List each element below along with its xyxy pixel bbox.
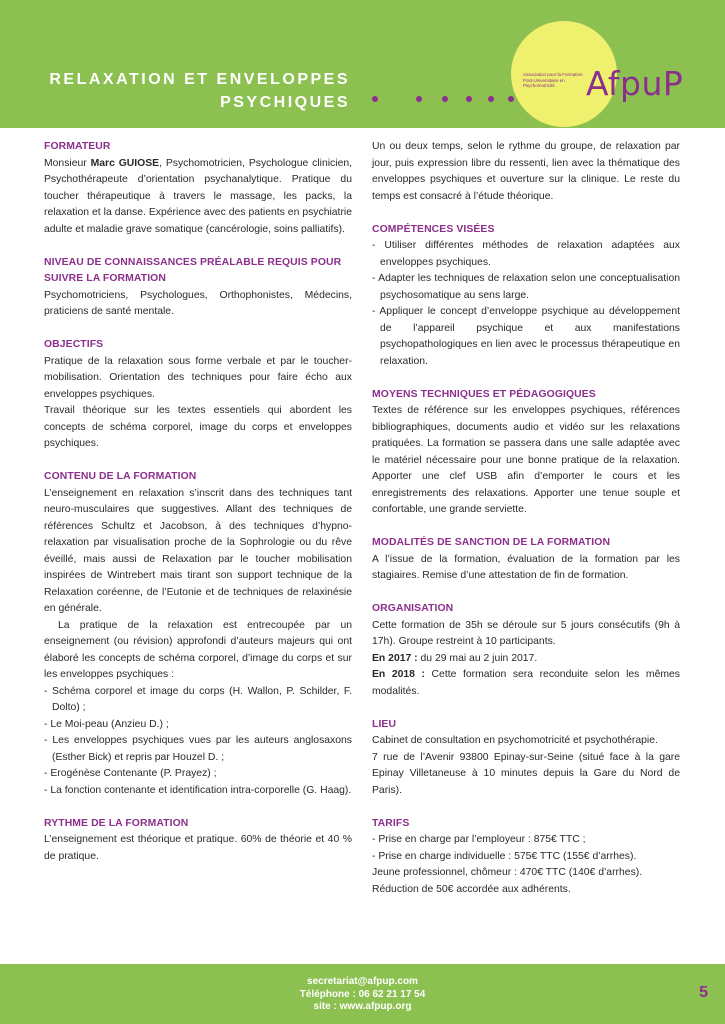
tarif-line: Réduction de 50€ accordée aux adhérents. xyxy=(372,883,571,895)
heading-organisation: ORGANISATION xyxy=(372,603,454,614)
section-rythme-suite xyxy=(372,139,680,205)
left-column xyxy=(44,139,352,882)
heading-rythme: RYTHME DE LA FORMATION xyxy=(44,817,189,829)
objectifs-text-2: Travail théorique sur les textes essentiels qui abordent les concepts de schéma corporel, image du corps et enveloppes psychiques. xyxy=(44,405,352,449)
tarif-line: - Prise en charge individuelle : 575€ TTC (155€ d’arrhes). xyxy=(372,850,637,862)
list-item: - Les enveloppes psychiques vues par les auteurs anglosaxons (Esther Bick) et repris par Houzel D. ; xyxy=(44,735,352,763)
heading-niveau: NIVEAU DE CONNAISSANCES PRÉALABLE REQUIS POUR SUIVRE LA FORMATION xyxy=(44,256,342,284)
list-item: - Le Moi-peau (Anzieu D.) ; xyxy=(44,718,169,730)
list-item: - Utiliser différentes méthodes de relaxation adaptées aux enveloppes psychiques. xyxy=(372,240,680,268)
list-item: - Schéma corporel et image du corps (H. Wallon, P. Schilder, F. Dolto) ; xyxy=(44,685,352,713)
moyens-text: Textes de référence sur les enveloppes psychiques, références bibliographiques, documents audio et vidéo sur les relaxations pratiquées. La formation se passera dans une salle adaptée avec le matériel nécessaire pour une bonne pratique de la relaxation. Apporter une clef USB afin d’emporter le cours et les enregistrements des relaxations. Apporter une tenue souple et confortable, une grande serviette. xyxy=(372,405,680,515)
heading-lieu: LIEU xyxy=(372,718,397,730)
list-item: - Erogénèse Contenante (P. Prayez) ; xyxy=(44,768,217,779)
section-tarifs xyxy=(372,816,680,899)
sanction-text: A l’issue de la formation, évaluation de la formation par les stagiaires. Remise d’une attestation de fin de formation. xyxy=(372,553,680,581)
section-organisation xyxy=(372,601,680,700)
website-link[interactable]: site : www.afpup.org xyxy=(313,1001,412,1012)
page-number: 5 xyxy=(699,984,708,1001)
afpup-logo: AfpuP xyxy=(586,64,684,103)
objectifs-text-1: Pratique de la relaxation sous forme verbale et par le toucher-mobilisation. Orientation des techniques pour faire écho aux enveloppes psychiques. xyxy=(44,355,352,400)
formateur-text: Monsieur Marc GUIOSE, Psychomotricien, Psychologue clinicien, Psychothérapeute d’orientation psychanalytique. Pratique du toucher thérapeutique à travers le massage, les packs, la relaxation et la danse. Expérience avec des patients en psychiatrie adulte et maladie grave somatique (cancérologie, soins palliatifs). xyxy=(44,157,353,235)
footer-band xyxy=(0,964,725,1024)
section-sanction xyxy=(372,535,680,585)
contenu-text-2: La pratique de la relaxation est entrecoupée par un enseignement (ou révision) approfondi d’auteurs majeurs qui ont élaboré les concepts de schéma corporel, d’image du corps et sur les enveloppes psychiques : xyxy=(44,619,352,680)
organisation-2017: En 2017 : du 29 mai au 2 juin 2017. xyxy=(372,652,538,664)
heading-objectifs: OBJECTIFS xyxy=(44,339,104,350)
heading-formateur: FORMATEUR xyxy=(44,141,111,152)
lieu-text-1: Cabinet de consultation en psychomotricité et psychothérapie. xyxy=(372,735,658,746)
email-link[interactable]: secretariat@afpup.com xyxy=(307,976,418,987)
title-line-2: PSYCHIQUES xyxy=(220,94,350,111)
trainer-name: Marc GUIOSE xyxy=(90,157,160,169)
list-item: - Adapter les techniques de relaxation selon une conceptualisation psychosomatique au sens large. xyxy=(372,273,680,301)
organisation-text: Cette formation de 35h se déroule sur 5 jours consécutifs (9h à 17h). Groupe restreint à 10 participants. xyxy=(372,619,680,647)
list-item: - La fonction contenante et identification intra-corporelle (G. Haag). xyxy=(44,784,352,796)
rythme-suite-text: Un ou deux temps, selon le rythme du groupe, de relaxation par jour, puis expression libre du ressenti, lien avec la thématique des enveloppes psychiques et ouverture sur la clinique. Le reste du temps est consacré à l’étude théorique. xyxy=(372,141,680,202)
section-rythme xyxy=(44,816,352,866)
section-moyens xyxy=(372,387,680,519)
phone-number: Téléphone : 06 62 21 17 54 xyxy=(299,988,426,1000)
section-objectifs xyxy=(44,337,352,453)
section-lieu xyxy=(372,717,680,800)
right-column xyxy=(372,139,680,915)
tarif-line: - Prise en charge par l’employeur : 875€ TTC ; xyxy=(372,834,586,845)
heading-contenu: CONTENU DE LA FORMATION xyxy=(44,471,197,482)
section-formateur xyxy=(44,139,352,238)
list-item: - Appliquer le concept d’enveloppe psychique au développement de l’appareil psychique et aux manifestations psychopathologiques en lien avec le processus thérapeutique en relaxation. xyxy=(372,306,680,367)
section-competences xyxy=(372,222,680,371)
organisation-2018: En 2018 : Cette formation sera reconduite selon les mêmes modalités. xyxy=(372,669,680,697)
tarif-line: Jeune professionnel, chômeur : 470€ TTC (140€ d’arrhes). xyxy=(372,867,643,878)
contenu-text-1: L’enseignement en relaxation s’inscrit dans des techniques tant neuro-musculaires que suggestives. Allant des techniques de références Schultz et Jacobson, à des techniques d’hypno-relaxation par visualisation proche de la Sophrologie ou du rêve éveillé, mais aussi de Relaxation par le toucher mobilisation inspirées de Wintrebert mais tirant son support technique de la Relaxation coréenne, de l’Eutonie et de techniques de relaxinésie en générale. xyxy=(44,487,352,614)
rythme-text: L’enseignement est théorique et pratique. 60% de théorie et 40 % de pratique. xyxy=(44,834,352,862)
logo-tagline: Association pour la Formation Post-Universitaire en Psychomotricité xyxy=(523,72,583,88)
niveau-text: Psychomotriciens, Psychologues, Orthophonistes, Médecins, praticiens de santé mentale. xyxy=(44,289,352,317)
lieu-text-2: 7 rue de l’Avenir 93800 Epinay-sur-Seine (situé face à la gare Epinay Villetaneuse à 10 minutes depuis la Gare du Nord de Paris). xyxy=(372,751,680,796)
heading-moyens: MOYENS TECHNIQUES ET PÉDAGOGIQUES xyxy=(372,388,596,400)
section-contenu xyxy=(44,469,352,799)
title-line-1: RELAXATION ET ENVELOPPES xyxy=(49,71,350,88)
header-band xyxy=(0,0,725,128)
document-title xyxy=(49,68,350,114)
decorative-dots xyxy=(368,86,520,110)
section-niveau xyxy=(44,255,352,321)
heading-sanction: MODALITÉS DE SANCTION DE LA FORMATION xyxy=(372,537,611,548)
contact-info xyxy=(0,976,725,1014)
heading-tarifs: TARIFS xyxy=(372,817,410,829)
heading-competences: COMPÉTENCES VISÉES xyxy=(372,223,495,235)
